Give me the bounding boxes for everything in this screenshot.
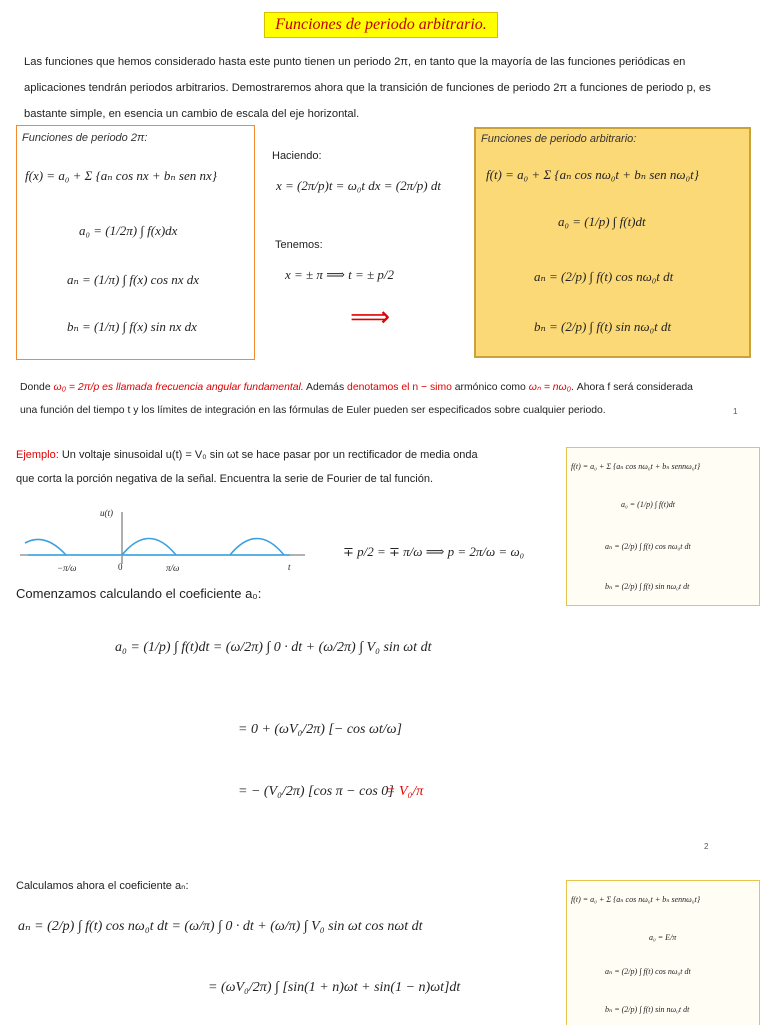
an-calculation-line-1: aₙ = (2/p) ∫ f(t) cos nω₀t dt = (ω/π) ∫ 0 · dt + (ω/π) ∫ V₀ sin ωt cos nωt dt [18,919,423,934]
donde-line-2: una función del tiempo t y los límites de integración en las fórmulas de Euler pueden ser especificados sobre cualquier periodo. [20,405,606,416]
period-2pi-box [16,125,255,360]
page-title: Funciones de periodo arbitrario. [264,12,498,38]
mini2-an-formula: aₙ = (2/p) ∫ f(t) cos nω₀t dt [605,967,691,976]
haciendo-label: Haciendo: [272,150,322,162]
mini2-a0-formula: a₀ = E/π [649,933,677,942]
an-calculation-line-2: = (ωV₀/2π) ∫ [sin(1 + n)ωt + sin(1 − n)ωt]dt [208,980,461,995]
example-line-2: que corta la porción negativa de la señal. Encuentra la serie de Fourier de tal función. [16,473,434,485]
tenemos-label: Tenemos: [275,239,323,251]
a0-intro-text: Comenzamos calculando el coeficiente a₀: [16,586,262,601]
an-formula-2pi: aₙ = (1/π) ∫ f(x) cos nx dx [67,272,200,287]
nth-harmonic-text: denotamos el n − simo [347,382,452,393]
an-intro-text: Calculamos ahora el coeficiente aₙ: [16,880,189,892]
example-label: Ejemplo: [16,449,59,461]
half-wave-arch-middle [122,539,176,556]
intro-line-3: bastante simple, en esencia un cambio de escala del eje horizontal. [24,108,360,120]
mini1-a0-formula: a₀ = (1/p) ∫ f(t)dt [621,500,675,509]
omega0-definition: ω₀ = 2π/p es llamada frecuencia angular fundamental. [53,382,304,393]
page-number-1: 1 [733,407,738,416]
half-wave-arch-right [230,539,284,556]
page-number-2: 2 [704,842,709,851]
graph-ylabel: u(t) [100,508,113,518]
donde-line-1: Donde ω₀ = 2π/p es llamada frecuencia angular fundamental. Además denotamos el n − simo armónico como ωₙ = nω₀. Ahora f será considerada [20,382,693,393]
graph-tick-zero: 0 [118,562,123,572]
a0-result: = V₀/π [386,784,424,799]
bn-formula-arbitrary: bₙ = (2/p) ∫ f(t) sin nω₀t dt [534,319,672,334]
a0-calculation-line-1: a₀ = (1/p) ∫ f(t)dt = (ω/2π) ∫ 0 · dt + (ω/2π) ∫ V₀ sin ωt dt [115,640,432,655]
mini2-fourier-series: f(t) = a₀ + Σ {aₙ cos nω₀t + bₙ sennω₀t} [571,895,701,904]
mini1-bn-formula: bₙ = (2/p) ∫ f(t) sin nω₀t dt [605,582,690,591]
intro-line-1: Las funciones que hemos considerado hasta este punto tienen un periodo 2π, en tanto que la mayoría de las funciones periódicas en [24,56,686,68]
intro-paragraph [24,49,754,127]
fourier-series-2pi: f(x) = a₀ + Σ {aₙ cos nx + bₙ sen nx} [25,168,217,183]
arbitrary-period-box [474,127,751,358]
mini1-an-formula: aₙ = (2/p) ∫ f(t) cos nω₀t dt [605,542,691,551]
fourier-series-arbitrary: f(t) = a₀ + Σ {aₙ cos nω₀t + bₙ sen nω₀t} [486,167,699,182]
graph-xlabel: t [288,562,291,572]
a0-formula-arbitrary: a₀ = (1/p) ∫ f(t)dt [558,214,646,229]
omega-n-definition: ωₙ = nω₀ [528,382,572,393]
an-formula-arbitrary: aₙ = (2/p) ∫ f(t) cos nω₀t dt [534,269,674,284]
arbitrary-period-label: Funciones de periodo arbitrario: [481,133,637,145]
bn-formula-2pi: bₙ = (1/π) ∫ f(x) sin nx dx [67,319,197,334]
donde-paragraph [20,376,760,422]
substitution-formula: x = (2π/p)t = ω₀t dx = (2π/p) dt [276,178,441,193]
example-line-1: Ejemplo: Un voltaje sinusoidal u(t) = V₀ sin ωt se hace pasar por un rectificador de media onda [16,449,478,461]
graph-tick-pi-omega: π/ω [166,563,180,573]
intro-line-2: aplicaciones tendrán periodos arbitrarios. Demostraremos ahora que la transición de funciones de periodo 2π a funciones de periodo p, es [24,82,711,94]
a0-calculation-line-3: = − (V₀/2π) [cos π − cos 0] [238,784,394,799]
limits-formula: x = ± π ⟹ t = ± p/2 [285,267,394,282]
graph-tick-neg-pi-omega: −π/ω [57,563,77,573]
reference-formulas-box-1 [566,447,760,606]
period-2pi-label: Funciones de periodo 2π: [22,132,148,144]
implies-arrow: ⟹ [350,301,391,332]
period-relation-formula: ∓ p/2 = ∓ π/ω ⟹ p = 2π/ω = ω₀ [343,544,525,559]
a0-calculation-line-2: = 0 + (ωV₀/2π) [− cos ωt/ω] [238,722,402,737]
half-wave-arch-left [25,539,66,555]
mini1-fourier-series: f(t) = a₀ + Σ {aₙ cos nω₀t + bₙ sennω₀t} [571,462,701,471]
example-paragraph [16,443,556,491]
reference-formulas-box-2 [566,880,760,1025]
mini2-bn-formula: bₙ = (2/p) ∫ f(t) sin nω₀t dt [605,1005,690,1014]
a0-formula-2pi: a₀ = (1/2π) ∫ f(x)dx [79,223,178,238]
